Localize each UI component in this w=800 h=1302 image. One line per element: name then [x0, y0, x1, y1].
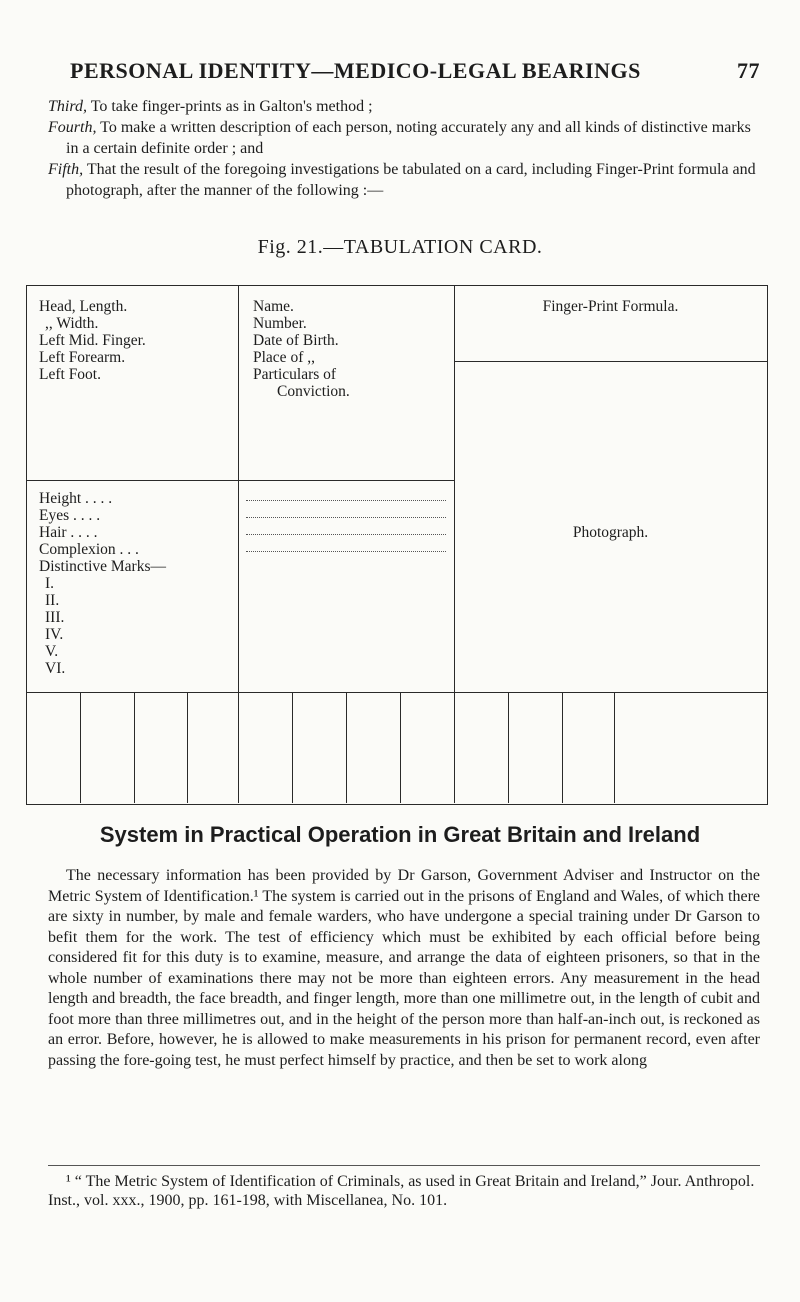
measurement-label: Left Foot.: [39, 366, 101, 383]
dotted-entry-line: [246, 500, 446, 501]
footnote-rule: [48, 1165, 760, 1166]
fifth-label: Fifth,: [48, 161, 84, 178]
figure-caption: Fig. 21.—TABULATION CARD.: [257, 236, 543, 258]
dotted-entry-line: [246, 517, 446, 518]
identity-label: Number.: [253, 315, 307, 332]
dotted-entry-line: [246, 534, 446, 535]
grid-line: [400, 692, 401, 803]
card-rule-left: [27, 480, 454, 481]
description-label: Height . . . .: [39, 490, 113, 507]
footnote: ¹ “ The Metric System of Identification of Criminals, as used in Great Britain and Ireland,” Jour. Anthropol. Inst., vol. xxx., 1900, pp. 161-198, with Miscellanea, No. 101.: [48, 1173, 755, 1209]
identity-label: Particulars of: [253, 366, 337, 383]
fifth-text: That the result of the foregoing investigations be tabulated on a card, including Finger-Print formula and photograph, after the manner of the following :—: [66, 161, 756, 199]
description-label: Eyes . . . .: [39, 507, 101, 524]
measurement-label: Left Mid. Finger.: [39, 332, 146, 349]
mark-numeral: III.: [45, 609, 65, 626]
intro-list: [48, 96, 756, 201]
section-heading: System in Practical Operation in Great Britain and Ireland: [99, 822, 701, 847]
grid-line: [134, 692, 135, 803]
grid-line: [80, 692, 81, 803]
intro-item-fourth: [48, 117, 756, 159]
description-label: Distinctive Marks—: [39, 558, 166, 575]
measurements-list: [39, 298, 146, 383]
mark-numeral: I.: [45, 575, 55, 592]
identity-label: Conviction.: [277, 383, 350, 400]
intro-item-fifth: [48, 159, 756, 201]
description-list: [39, 490, 166, 677]
description-label: Hair . . . .: [39, 524, 98, 541]
grid-line: [508, 692, 509, 803]
intro-item-third: [48, 96, 756, 117]
third-label: Third,: [48, 98, 87, 115]
photograph-label: Photograph.: [572, 524, 649, 541]
grid-line: [562, 692, 563, 803]
grid-line: [614, 692, 615, 803]
description-label: Complexion . . .: [39, 541, 139, 558]
fourth-text: To make a written description of each person, noting accurately any and all kinds of distinctive marks in a certain definite order ; and: [66, 119, 751, 157]
running-title: PERSONAL IDENTITY—MEDICO-LEGAL BEARINGS: [70, 58, 641, 83]
mark-numeral: V.: [45, 643, 59, 660]
card-rule-formula: [454, 361, 767, 362]
card-divider-2: [454, 286, 455, 803]
fourth-label: Fourth,: [48, 119, 97, 136]
measurement-label: Head, Length.: [39, 298, 128, 315]
mark-numeral: IV.: [45, 626, 64, 643]
grid-line: [187, 692, 188, 803]
card-rule-bottom: [27, 692, 767, 693]
grid-line: [346, 692, 347, 803]
mark-numeral: II.: [45, 592, 60, 609]
identity-label: Name.: [253, 298, 294, 315]
tabulation-card: [26, 285, 768, 805]
identity-label: Date of Birth.: [253, 332, 339, 349]
identity-label: Place of ,,: [253, 349, 315, 366]
card-divider-1: [238, 286, 239, 803]
finger-print-formula-label: Finger-Print Formula.: [542, 298, 679, 315]
body-paragraph: The necessary information has been provided by Dr Garson, Government Adviser and Instructor on the Metric System of Identification.¹ The system is carried out in the prisons of England and Wales, of which there are sixty in number, by male and female warders, who have undergone a special training under Dr Garson to befit them for the work. The test of efficiency which must be exhibited by each official before being considered fit for this duty is to examine, measure, and arrange the data of eighteen prisoners, so that in the whole number of examinations there may not be more than eighteen errors. Any measurement in the head length and breadth, the face breadth, and finger length, more than one millimetre out, in the length of cubit and foot more than three millimetres out, and in the height of the person more than half-an-inch out, is reckoned as an error. Before, however, he is allowed to make measurements in his prison for permanent record, even after passing the fore-going test, he must perfect himself by practice, and then be set to work along: [48, 867, 760, 1069]
measurement-label: Left Forearm.: [39, 349, 126, 366]
mark-numeral: VI.: [45, 660, 66, 677]
identity-list: [253, 298, 350, 400]
dotted-entry-line: [246, 551, 446, 552]
page-number: 77: [737, 58, 760, 83]
grid-line: [292, 692, 293, 803]
measurement-label: ,, Width.: [45, 315, 99, 332]
third-text: To take finger-prints as in Galton's method ;: [86, 98, 373, 115]
